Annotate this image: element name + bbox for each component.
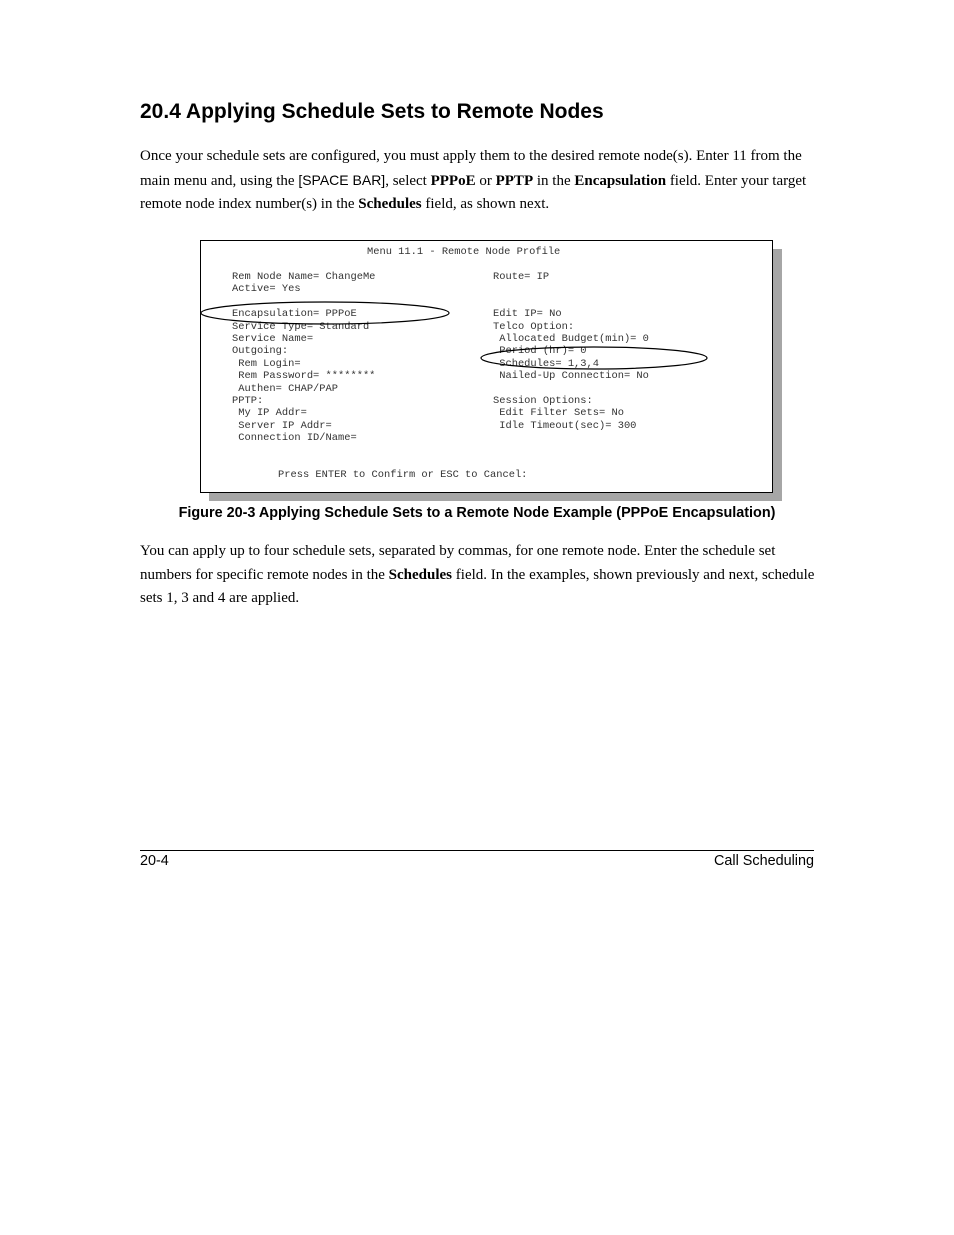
intro-text: Once your schedule sets are configured, you must apply them to the desired remote node(s). Enter 11 from the main menu and, using the [140, 148, 802, 189]
figure-caption: Figure 20-3 Applying Schedule Sets to a Remote Node Example (PPPoE Encapsulation) [178, 505, 776, 521]
body-text: You can apply up to four schedule sets, separated by commas, for one remote node. Enter the schedule set numbers for specific remote nodes in the [140, 543, 776, 583]
service-name-field: Service Name= [232, 333, 314, 345]
server-ip-addr-field: Server IP Addr= [232, 419, 332, 432]
connection-id-field: Connection ID/Name= [232, 432, 357, 445]
schedules-highlight-ellipse [481, 347, 707, 369]
allocated-budget-field: Allocated Budget(min)= 0 [493, 333, 649, 345]
intro-text: field, as shown next. [421, 196, 550, 212]
rem-node-name-field: Rem Node Name= ChangeMe [232, 271, 376, 283]
body-text: field. In the examples, shown previously and next, schedule sets 1, 3 and 4 are applied. [140, 566, 815, 606]
session-options-label: Session Options: [493, 395, 593, 407]
intro-paragraph [140, 145, 820, 217]
route-field: Route= IP [493, 271, 550, 283]
intro-text: or [475, 172, 496, 189]
body-paragraph [140, 540, 820, 611]
encapsulation-term: Encapsulation [574, 172, 667, 189]
service-type-field: Service Type= Standard [232, 320, 370, 333]
footer-rule [140, 850, 814, 851]
rem-password-field: Rem Password= ******** [232, 370, 376, 383]
encapsulation-field: Encapsulation= PPPoE [232, 308, 357, 321]
my-ip-addr-field: My IP Addr= [232, 407, 307, 420]
intro-text: in the [533, 172, 575, 189]
idle-timeout-field: Idle Timeout(sec)= 300 [493, 419, 637, 432]
rem-login-field: Rem Login= [232, 357, 301, 370]
intro-text: , select [385, 172, 431, 189]
schedules-term: Schedules [388, 566, 453, 583]
authen-field: Authen= CHAP/PAP [232, 382, 339, 395]
page-number: 20-4 [140, 853, 169, 869]
telco-option-label: Telco Option: [493, 320, 575, 333]
pptp-label: PPTP: [232, 395, 264, 407]
pptp-term: PPTP [495, 172, 534, 189]
period-field: Period (hr)= 0 [493, 345, 587, 358]
pppoe-term: PPPoE [430, 172, 476, 189]
terminal-title: Menu 11.1 - Remote Node Profile [367, 246, 561, 258]
intro-text: field. Enter your target remote node index number(s) in the [140, 172, 807, 212]
schedules-term: Schedules [358, 196, 422, 212]
space-bar-key: [SPACE BAR] [298, 171, 386, 188]
outgoing-label: Outgoing: [232, 345, 289, 358]
encapsulation-highlight-ellipse [201, 302, 449, 324]
schedules-field: Schedules= 1,3,4 [493, 357, 600, 370]
highlight-annotations [201, 241, 772, 492]
section-heading: 20.4 Applying Schedule Sets to Remote Nodes [140, 100, 604, 123]
terminal-screen [200, 240, 773, 493]
active-field: Active= Yes [232, 283, 301, 296]
nailed-up-field: Nailed-Up Connection= No [493, 370, 649, 383]
edit-filter-sets-field: Edit Filter Sets= No [493, 407, 624, 420]
edit-ip-field: Edit IP= No [493, 308, 562, 321]
chapter-title: Call Scheduling [714, 853, 814, 869]
confirm-prompt: Press ENTER to Confirm or ESC to Cancel: [278, 469, 528, 481]
